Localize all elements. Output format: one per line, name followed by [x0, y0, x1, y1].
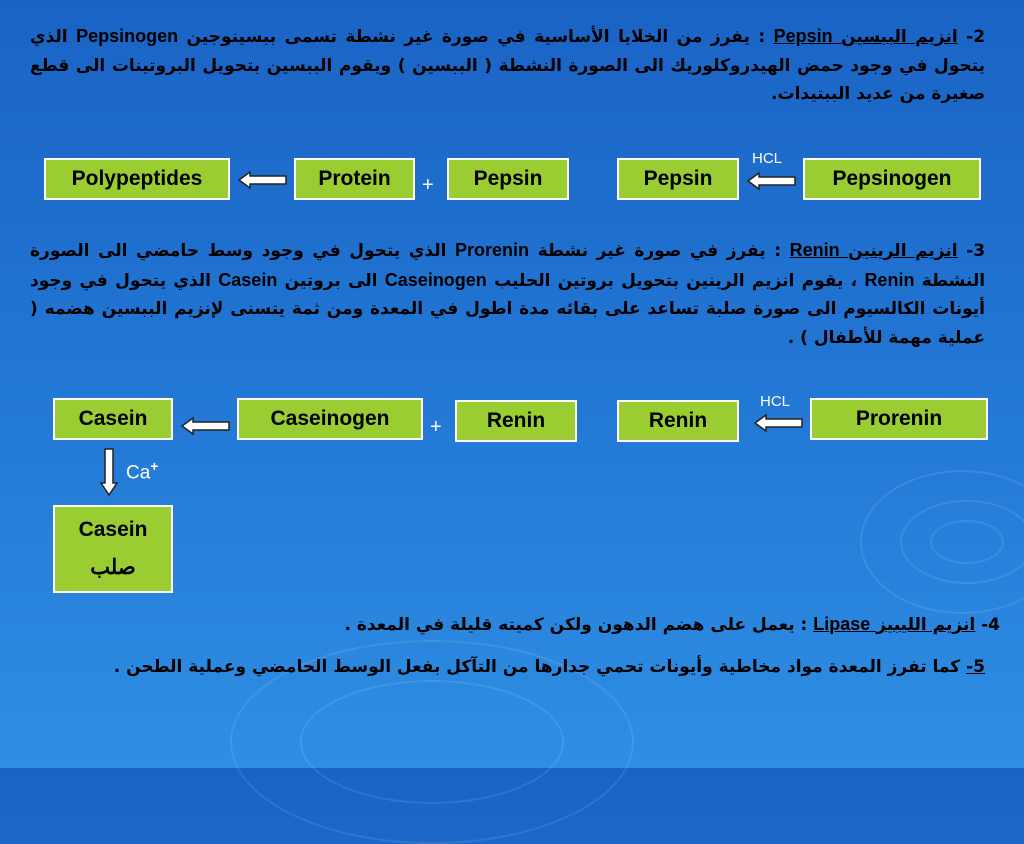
hcl-label: HCL — [760, 393, 791, 410]
section-2-title-en: Pepsin — [773, 26, 833, 46]
box-prorenin: Prorenin — [810, 398, 988, 440]
section-2-paragraph — [30, 22, 985, 109]
arrow-left-icon — [747, 172, 797, 190]
calcium-charge: + — [150, 458, 159, 474]
box-pepsinogen: Pepsinogen — [803, 158, 981, 200]
arrow-left-icon — [181, 417, 231, 435]
section-4-number: 4- — [981, 615, 1000, 635]
box-pepsin-product: Pepsin — [447, 158, 569, 200]
background-ripple — [860, 470, 1024, 614]
section-2-number: 2- — [966, 27, 986, 47]
term-pepsinogen: Pepsinogen — [76, 26, 179, 46]
section-5-number: 5- — [966, 657, 985, 677]
term-casein: Casein — [218, 269, 278, 290]
section-2-line1: : يفرز من الخلايا الأساسية في صورة غير نشطة تسمى ببسينوجين — [186, 27, 766, 47]
box-casein: Casein — [53, 398, 173, 440]
box-pepsin-active: Pepsin — [617, 158, 739, 200]
section-2-title — [774, 27, 958, 47]
arrow-left-icon — [238, 171, 288, 189]
box-polypeptides: Polypeptides — [44, 158, 230, 200]
term-caseinogen: Caseinogen — [384, 269, 487, 290]
section-3-line2b: ، يقوم انزيم الرينين بتحويل بروتين الحليب — [494, 270, 858, 291]
calcium-symbol: Ca — [126, 462, 151, 484]
hcl-label: HCL — [752, 150, 783, 167]
section-2-line3: الببسين بتحويل البروتينات الى قطع صغيرة من عديد الببتيدات. — [30, 55, 985, 104]
calcium-ion-label — [126, 458, 158, 484]
box-protein: Protein — [294, 158, 415, 200]
section-3-line3b: الذي يتحول في وجود أيونات الكالسيوم الى صورة صلبة تساعد على بقائه مدة اطول — [30, 270, 986, 319]
section-4-title — [813, 615, 975, 635]
section-3-paragraph — [30, 236, 985, 352]
section-3-number: 3- — [966, 241, 986, 261]
casein-solid-en: Casein — [78, 518, 148, 541]
plus-sign: + — [422, 174, 434, 196]
section-3-line3a: بروتين — [284, 270, 341, 291]
section-3-title-ar: انزيم الرينين — [848, 241, 958, 261]
section-2-line2: الذي يتحول في وجود حمض الهيدروكلوريك الى الصورة النشطة ( الببسين ) ويقوم — [30, 27, 985, 76]
section-3-line4: في المعدة ومن ثمة يتسنى لإنزيم الببسين هضمه ( عملية مهمة للأطفال ) . — [30, 299, 985, 348]
section-5-paragraph — [30, 653, 985, 682]
arrow-left-icon — [754, 414, 804, 432]
term-renin: Renin — [864, 269, 915, 290]
arrow-down-icon — [100, 448, 118, 496]
section-3-line2a: حامضي الى الصورة النشطة — [30, 241, 986, 291]
casein-solid-ar: صلب — [90, 556, 136, 579]
section-4-title-en: Lipase — [813, 614, 871, 634]
section-3-line1a: : يفرز في صورة غير نشطة — [537, 241, 782, 261]
section-3-title-en: Renin — [789, 240, 840, 260]
section-4-text: : يعمل على هضم الدهون ولكن كميته قليلة في المعدة . — [344, 615, 808, 635]
term-prorenin: Prorenin — [455, 240, 530, 260]
section-4-paragraph — [30, 610, 1000, 640]
section-5-text: كما تفرز المعدة مواد مخاطية وأيونات تحمي جدارها من التآكل بفعل الوسط الحامضي وعملية الطحن . — [113, 657, 961, 677]
section-4-title-ar: انزيم الليبيز — [876, 615, 976, 635]
section-3-line2c: الى — [348, 270, 378, 291]
box-renin-product: Renin — [455, 400, 577, 442]
section-3-line1b: الذي يتحول في وجود وسط — [207, 241, 447, 261]
plus-sign: + — [430, 416, 442, 438]
box-casein-solid — [53, 505, 173, 593]
section-2-title-ar: انزيم الببسين — [841, 27, 958, 47]
box-caseinogen: Caseinogen — [237, 398, 423, 440]
box-renin-active: Renin — [617, 400, 739, 442]
section-3-title — [790, 241, 958, 261]
